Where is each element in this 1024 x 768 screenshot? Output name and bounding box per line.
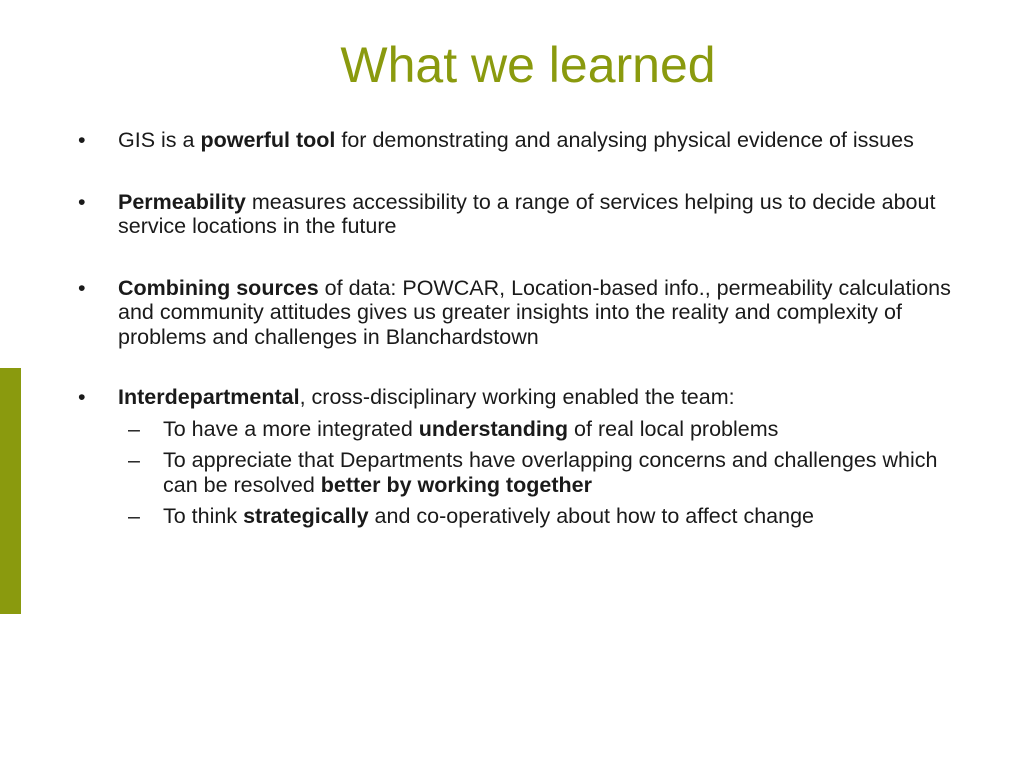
bullet-text: Combining sources of data: POWCAR, Location-based info., permeability calculations and community attitudes gives us greater insights into the reality and complexity of problems and challenges in Blanchardstown [118,275,951,349]
bullet-dot: • [78,189,86,214]
sub-bullet-dash: – [128,416,140,441]
sub-bullet-text: To have a more integrated understanding of real local problems [163,416,779,441]
sub-bullet-dash: – [128,448,140,472]
sub-bullet-emphasis: strategically [243,504,369,528]
accent-bar [0,368,21,614]
sub-bullet-working-together [78,448,958,497]
sub-bullet-text: To appreciate that Departments have overlapping concerns and challenges which can be resolved better by working together [163,448,938,497]
bullet-permeability [78,190,958,239]
sub-bullet-strategically [78,504,958,529]
bullet-list [78,128,958,529]
bullet-dot: • [78,275,86,300]
bullet-text: Permeability measures accessibility to a range of services helping us to decide about service locations in the future [118,189,936,238]
bullet-dot: • [78,385,86,409]
bullet-combining-sources [78,276,958,350]
sub-bullet-emphasis: better by working together [320,472,592,497]
sub-bullet-text: To think strategically and co-operatively about how to affect change [163,504,814,528]
sub-bullet-emphasis: understanding [418,416,569,441]
bullet-interdepartmental [78,385,958,410]
bullet-gis [78,128,958,153]
sub-bullet-understanding [78,417,958,442]
bullet-emphasis: Combining sources [118,275,319,300]
bullet-text: GIS is a powerful tool for demonstrating and analysing physical evidence of issues [118,128,914,152]
sub-bullet-dash: – [128,504,140,528]
bullet-emphasis: Permeability [118,189,246,214]
bullet-text: Interdepartmental, cross-disciplinary working enabled the team: [118,385,735,409]
bullet-dot: • [78,128,86,152]
bullet-emphasis: Interdepartmental [118,385,300,409]
bullet-emphasis: powerful tool [200,128,336,152]
slide-title: What we learned [340,37,716,93]
